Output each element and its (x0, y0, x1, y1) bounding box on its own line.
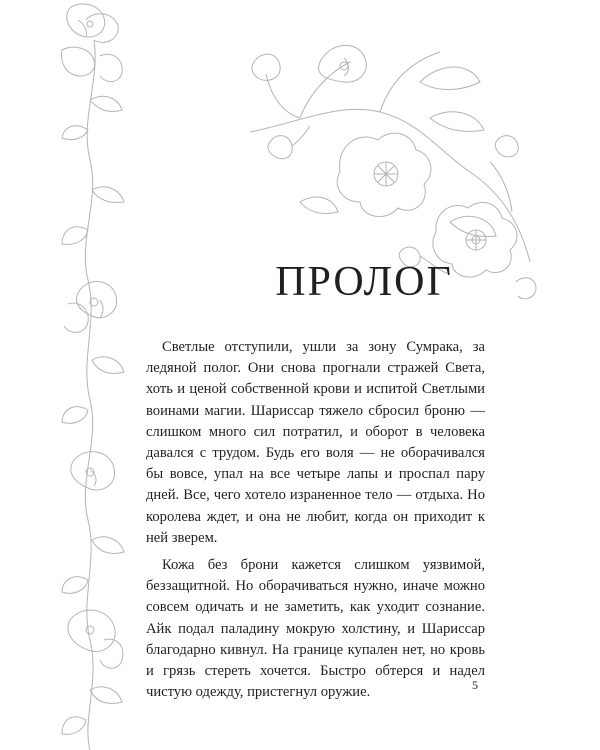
body-text (146, 337, 485, 703)
page-number: 5 (472, 678, 478, 692)
chapter-title: ПРОЛОГ (275, 259, 453, 305)
paragraph: Светлые отступили, ушли за зону Сумрака, за ледяной полог. Они снова прогнали стражей Света, хоть и ценой собственной крови и испитой Светлыми воинами магии. Шариссар тяжело сбросил броню — слишком много сил потратил, и оборот в человека давался с трудом. Будь его воля — не оборачивался бы вовсе, упал на все четыре лапы и проспал пару дней. Все, чего хотело израненное тело — отдыха. Но королева ждет, и она не любит, когда он приходит к ней зверем. (146, 339, 485, 546)
floral-border-ornament (60, 0, 128, 750)
paragraph: Кожа без брони кажется слишком уязвимой, беззащитной. Но оборачиваться нужно, иначе можно совсем одичать и не заметить, как уходит сознание. Айк подал паладину мокрую холстину, и Шариссар благодарно кивнул. На границе купален нет, но кровь и грязь стереть хочется. Быстро обтерся и надел чистую одежду, пристегнул оружие. (146, 557, 485, 701)
